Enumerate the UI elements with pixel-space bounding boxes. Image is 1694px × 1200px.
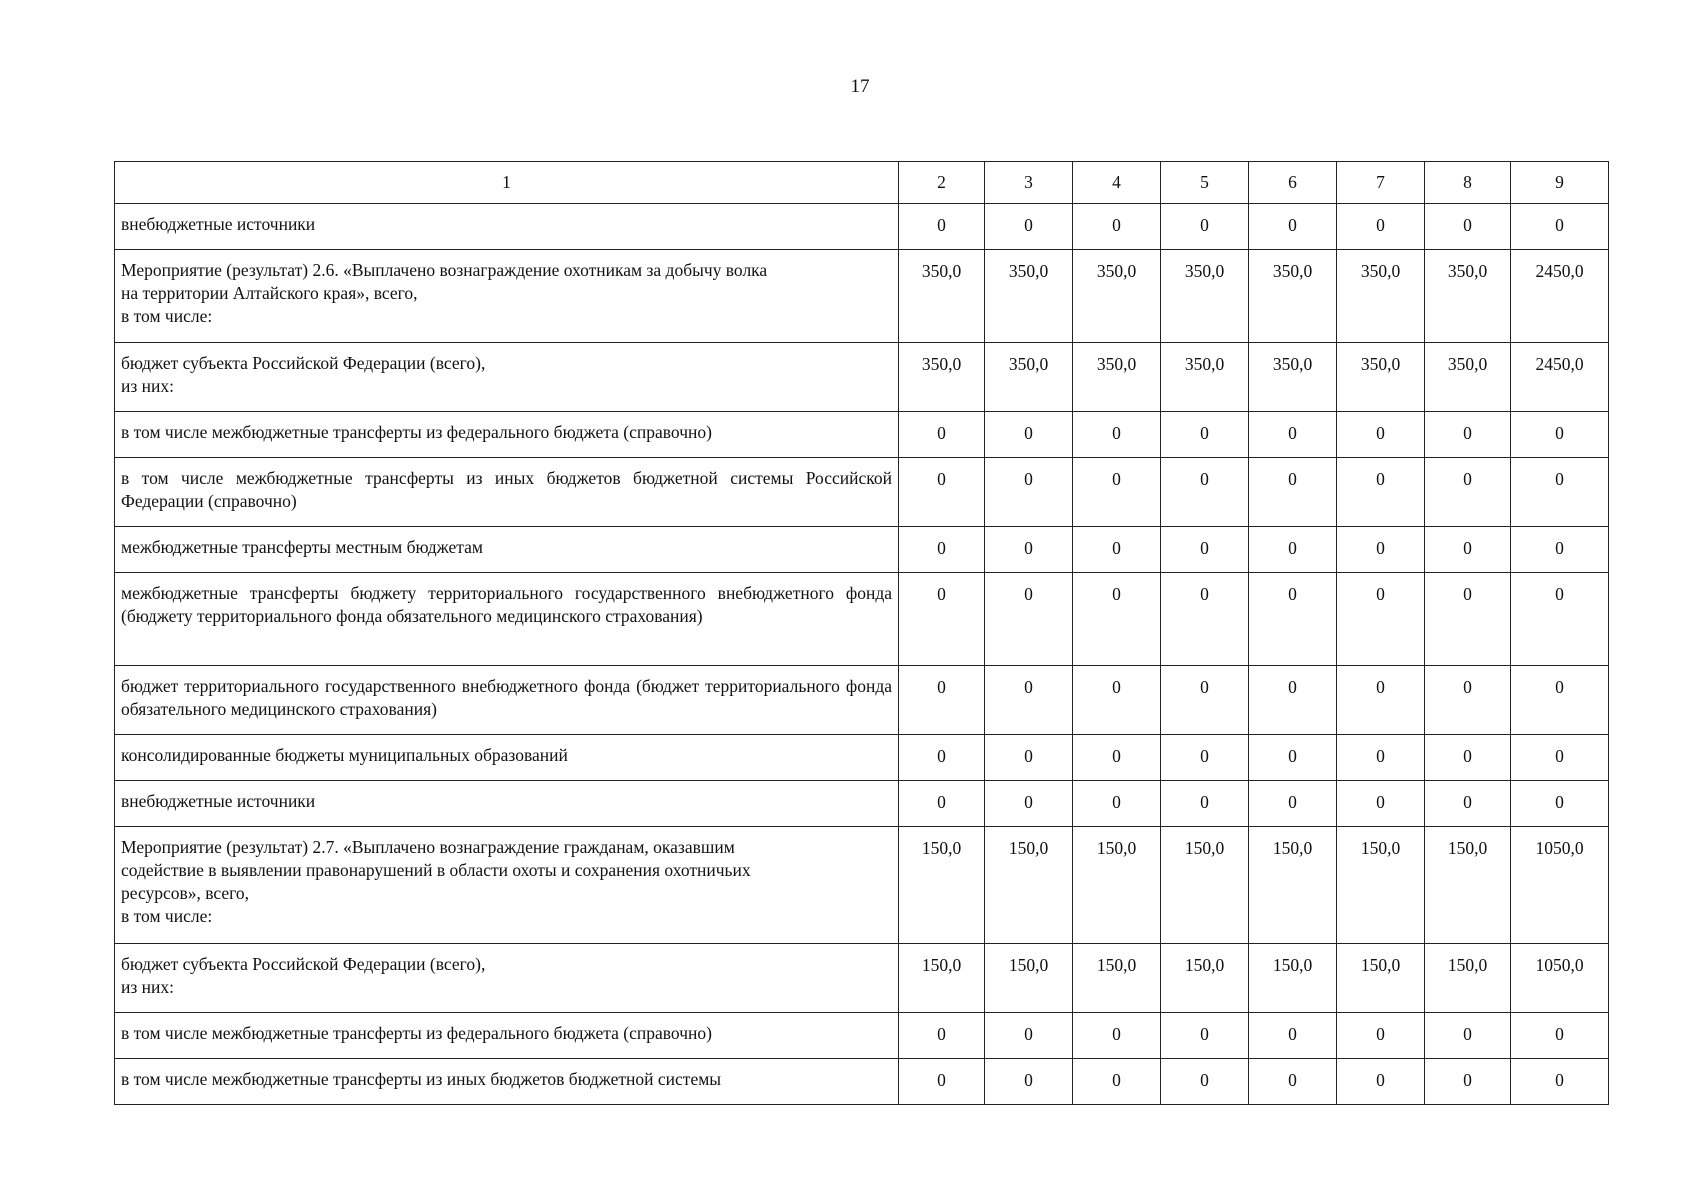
value-cell: 0 bbox=[899, 735, 985, 781]
row-description bbox=[115, 412, 899, 458]
value-cell: 350,0 bbox=[1425, 250, 1511, 343]
table-row bbox=[115, 666, 1609, 735]
value-cell: 0 bbox=[1249, 527, 1337, 573]
row-description: межбюджетные трансферты бюджету территориального государственного внебюджетного фонда (бюджету территориального фонда обязательного медицинского страхования) bbox=[115, 573, 899, 666]
total-cell: 1050,0 bbox=[1511, 827, 1609, 944]
value-cell: 0 bbox=[985, 1059, 1073, 1105]
table-row bbox=[115, 1013, 1609, 1059]
row-description bbox=[115, 250, 899, 343]
description-line: бюджет субъекта Российской Федерации (всего), bbox=[121, 954, 486, 974]
value-cell: 150,0 bbox=[1073, 827, 1161, 944]
value-cell: 0 bbox=[985, 735, 1073, 781]
value-cell: 0 bbox=[899, 666, 985, 735]
description-line: в том числе межбюджетные трансферты из федерального бюджета (справочно) bbox=[121, 1023, 712, 1043]
value-cell: 350,0 bbox=[899, 250, 985, 343]
value-cell: 0 bbox=[1425, 1059, 1511, 1105]
value-cell: 0 bbox=[1161, 666, 1249, 735]
header-cell: 4 bbox=[1073, 162, 1161, 204]
value-cell: 0 bbox=[1337, 735, 1425, 781]
total-cell: 0 bbox=[1511, 666, 1609, 735]
value-cell: 150,0 bbox=[985, 944, 1073, 1013]
value-cell: 150,0 bbox=[1249, 827, 1337, 944]
description-line: консолидированные бюджеты муниципальных образований bbox=[121, 745, 568, 765]
value-cell: 350,0 bbox=[985, 250, 1073, 343]
value-cell: 0 bbox=[1073, 1059, 1161, 1105]
value-cell: 0 bbox=[1425, 573, 1511, 666]
value-cell: 0 bbox=[1425, 735, 1511, 781]
header-cell: 1 bbox=[115, 162, 899, 204]
total-cell: 0 bbox=[1511, 204, 1609, 250]
row-description bbox=[115, 735, 899, 781]
value-cell: 0 bbox=[1337, 1059, 1425, 1105]
row-description bbox=[115, 781, 899, 827]
value-cell: 0 bbox=[1337, 573, 1425, 666]
value-cell: 150,0 bbox=[1073, 944, 1161, 1013]
table-row bbox=[115, 204, 1609, 250]
value-cell: 350,0 bbox=[1337, 343, 1425, 412]
description-line: межбюджетные трансферты местным бюджетам bbox=[121, 537, 483, 557]
value-cell: 0 bbox=[1161, 412, 1249, 458]
value-cell: 0 bbox=[899, 204, 985, 250]
value-cell: 350,0 bbox=[985, 343, 1073, 412]
total-cell: 0 bbox=[1511, 1013, 1609, 1059]
total-cell: 0 bbox=[1511, 735, 1609, 781]
row-description bbox=[115, 527, 899, 573]
value-cell: 0 bbox=[1337, 666, 1425, 735]
value-cell: 0 bbox=[1161, 1059, 1249, 1105]
table-row bbox=[115, 343, 1609, 412]
row-description bbox=[115, 1059, 899, 1105]
value-cell: 150,0 bbox=[1425, 944, 1511, 1013]
value-cell: 0 bbox=[985, 1013, 1073, 1059]
budget-table bbox=[114, 161, 1609, 1105]
value-cell: 350,0 bbox=[1161, 250, 1249, 343]
table-row bbox=[115, 412, 1609, 458]
value-cell: 0 bbox=[1161, 1013, 1249, 1059]
value-cell: 0 bbox=[1073, 781, 1161, 827]
table-row bbox=[115, 944, 1609, 1013]
row-description: в том числе межбюджетные трансферты из иных бюджетов бюджетной системы Российской Федерации (справочно) bbox=[115, 458, 899, 527]
description-line: ресурсов», всего, bbox=[121, 883, 250, 903]
total-cell: 0 bbox=[1511, 527, 1609, 573]
value-cell: 0 bbox=[899, 1059, 985, 1105]
total-cell: 0 bbox=[1511, 458, 1609, 527]
value-cell: 0 bbox=[1249, 781, 1337, 827]
table-row bbox=[115, 573, 1609, 666]
value-cell: 0 bbox=[1161, 204, 1249, 250]
table-row bbox=[115, 527, 1609, 573]
value-cell: 0 bbox=[1337, 1013, 1425, 1059]
header-cell: 5 bbox=[1161, 162, 1249, 204]
value-cell: 150,0 bbox=[1337, 944, 1425, 1013]
value-cell: 0 bbox=[1073, 666, 1161, 735]
value-cell: 0 bbox=[1425, 781, 1511, 827]
value-cell: 0 bbox=[1337, 204, 1425, 250]
value-cell: 0 bbox=[1337, 781, 1425, 827]
value-cell: 0 bbox=[1161, 573, 1249, 666]
header-cell: 8 bbox=[1425, 162, 1511, 204]
row-description bbox=[115, 343, 899, 412]
value-cell: 0 bbox=[1425, 666, 1511, 735]
value-cell: 0 bbox=[899, 412, 985, 458]
header-cell: 9 bbox=[1511, 162, 1609, 204]
value-cell: 0 bbox=[1161, 781, 1249, 827]
total-cell: 1050,0 bbox=[1511, 944, 1609, 1013]
value-cell: 0 bbox=[1073, 204, 1161, 250]
total-cell: 0 bbox=[1511, 1059, 1609, 1105]
table-row bbox=[115, 250, 1609, 343]
value-cell: 0 bbox=[1249, 412, 1337, 458]
value-cell: 0 bbox=[899, 458, 985, 527]
value-cell: 0 bbox=[1249, 1059, 1337, 1105]
value-cell: 0 bbox=[1249, 666, 1337, 735]
value-cell: 0 bbox=[1249, 204, 1337, 250]
value-cell: 0 bbox=[1073, 1013, 1161, 1059]
value-cell: 0 bbox=[1073, 458, 1161, 527]
description-line: в том числе: bbox=[121, 306, 213, 326]
value-cell: 150,0 bbox=[985, 827, 1073, 944]
header-cell: 6 bbox=[1249, 162, 1337, 204]
value-cell: 0 bbox=[1073, 527, 1161, 573]
row-description: бюджет территориального государственного внебюджетного фонда (бюджет территориального фонда обязательного медицинского страхования) bbox=[115, 666, 899, 735]
table-row bbox=[115, 735, 1609, 781]
value-cell: 150,0 bbox=[1161, 944, 1249, 1013]
total-cell: 2450,0 bbox=[1511, 250, 1609, 343]
value-cell: 0 bbox=[1425, 1013, 1511, 1059]
total-cell: 2450,0 bbox=[1511, 343, 1609, 412]
description-line: содействие в выявлении правонарушений в области охоты и сохранения охотничьих bbox=[121, 860, 751, 880]
total-cell: 0 bbox=[1511, 412, 1609, 458]
description-line: Мероприятие (результат) 2.7. «Выплачено вознаграждение гражданам, оказавшим bbox=[121, 837, 735, 857]
value-cell: 0 bbox=[1161, 527, 1249, 573]
value-cell: 0 bbox=[1249, 1013, 1337, 1059]
description-line: Мероприятие (результат) 2.6. «Выплачено вознаграждение охотникам за добычу волка bbox=[121, 260, 768, 280]
value-cell: 350,0 bbox=[1073, 250, 1161, 343]
value-cell: 0 bbox=[899, 573, 985, 666]
value-cell: 150,0 bbox=[1337, 827, 1425, 944]
value-cell: 0 bbox=[1337, 527, 1425, 573]
value-cell: 0 bbox=[899, 1013, 985, 1059]
value-cell: 0 bbox=[1073, 573, 1161, 666]
value-cell: 0 bbox=[1249, 458, 1337, 527]
table-row bbox=[115, 781, 1609, 827]
value-cell: 350,0 bbox=[1073, 343, 1161, 412]
description-line: на территории Алтайского края», всего, bbox=[121, 283, 418, 303]
description-line: из них: bbox=[121, 376, 174, 396]
value-cell: 0 bbox=[1425, 527, 1511, 573]
value-cell: 0 bbox=[985, 204, 1073, 250]
value-cell: 0 bbox=[985, 666, 1073, 735]
value-cell: 350,0 bbox=[1337, 250, 1425, 343]
table-header-row bbox=[115, 162, 1609, 204]
header-cell: 2 bbox=[899, 162, 985, 204]
description-line: внебюджетные источники bbox=[121, 214, 316, 234]
value-cell: 350,0 bbox=[1425, 343, 1511, 412]
header-cell: 7 bbox=[1337, 162, 1425, 204]
value-cell: 0 bbox=[1425, 412, 1511, 458]
value-cell: 0 bbox=[985, 458, 1073, 527]
value-cell: 0 bbox=[985, 527, 1073, 573]
value-cell: 0 bbox=[899, 527, 985, 573]
value-cell: 150,0 bbox=[899, 827, 985, 944]
value-cell: 0 bbox=[1073, 412, 1161, 458]
total-cell: 0 bbox=[1511, 781, 1609, 827]
value-cell: 0 bbox=[899, 781, 985, 827]
page-number: 17 bbox=[850, 76, 870, 97]
value-cell: 350,0 bbox=[899, 343, 985, 412]
description-line: из них: bbox=[121, 977, 174, 997]
description-line: в том числе межбюджетные трансферты из федерального бюджета (справочно) bbox=[121, 422, 712, 442]
value-cell: 0 bbox=[1249, 735, 1337, 781]
row-description bbox=[115, 944, 899, 1013]
table-row bbox=[115, 827, 1609, 944]
value-cell: 150,0 bbox=[1161, 827, 1249, 944]
description-line: бюджет субъекта Российской Федерации (всего), bbox=[121, 353, 486, 373]
value-cell: 350,0 bbox=[1161, 343, 1249, 412]
value-cell: 0 bbox=[1161, 735, 1249, 781]
value-cell: 0 bbox=[1425, 458, 1511, 527]
value-cell: 0 bbox=[1073, 735, 1161, 781]
value-cell: 150,0 bbox=[899, 944, 985, 1013]
value-cell: 0 bbox=[985, 573, 1073, 666]
value-cell: 0 bbox=[1337, 458, 1425, 527]
table-row bbox=[115, 1059, 1609, 1105]
value-cell: 0 bbox=[985, 781, 1073, 827]
value-cell: 0 bbox=[1425, 204, 1511, 250]
value-cell: 0 bbox=[1161, 458, 1249, 527]
row-description bbox=[115, 827, 899, 944]
row-description bbox=[115, 204, 899, 250]
row-description bbox=[115, 1013, 899, 1059]
table-row bbox=[115, 458, 1609, 527]
header-cell: 3 bbox=[985, 162, 1073, 204]
value-cell: 350,0 bbox=[1249, 250, 1337, 343]
value-cell: 150,0 bbox=[1249, 944, 1337, 1013]
value-cell: 0 bbox=[1249, 573, 1337, 666]
value-cell: 350,0 bbox=[1249, 343, 1337, 412]
description-line: внебюджетные источники bbox=[121, 791, 316, 811]
value-cell: 0 bbox=[985, 412, 1073, 458]
description-line: в том числе: bbox=[121, 906, 213, 926]
description-line: в том числе межбюджетные трансферты из иных бюджетов бюджетной системы bbox=[121, 1069, 722, 1089]
total-cell: 0 bbox=[1511, 573, 1609, 666]
value-cell: 0 bbox=[1337, 412, 1425, 458]
value-cell: 150,0 bbox=[1425, 827, 1511, 944]
